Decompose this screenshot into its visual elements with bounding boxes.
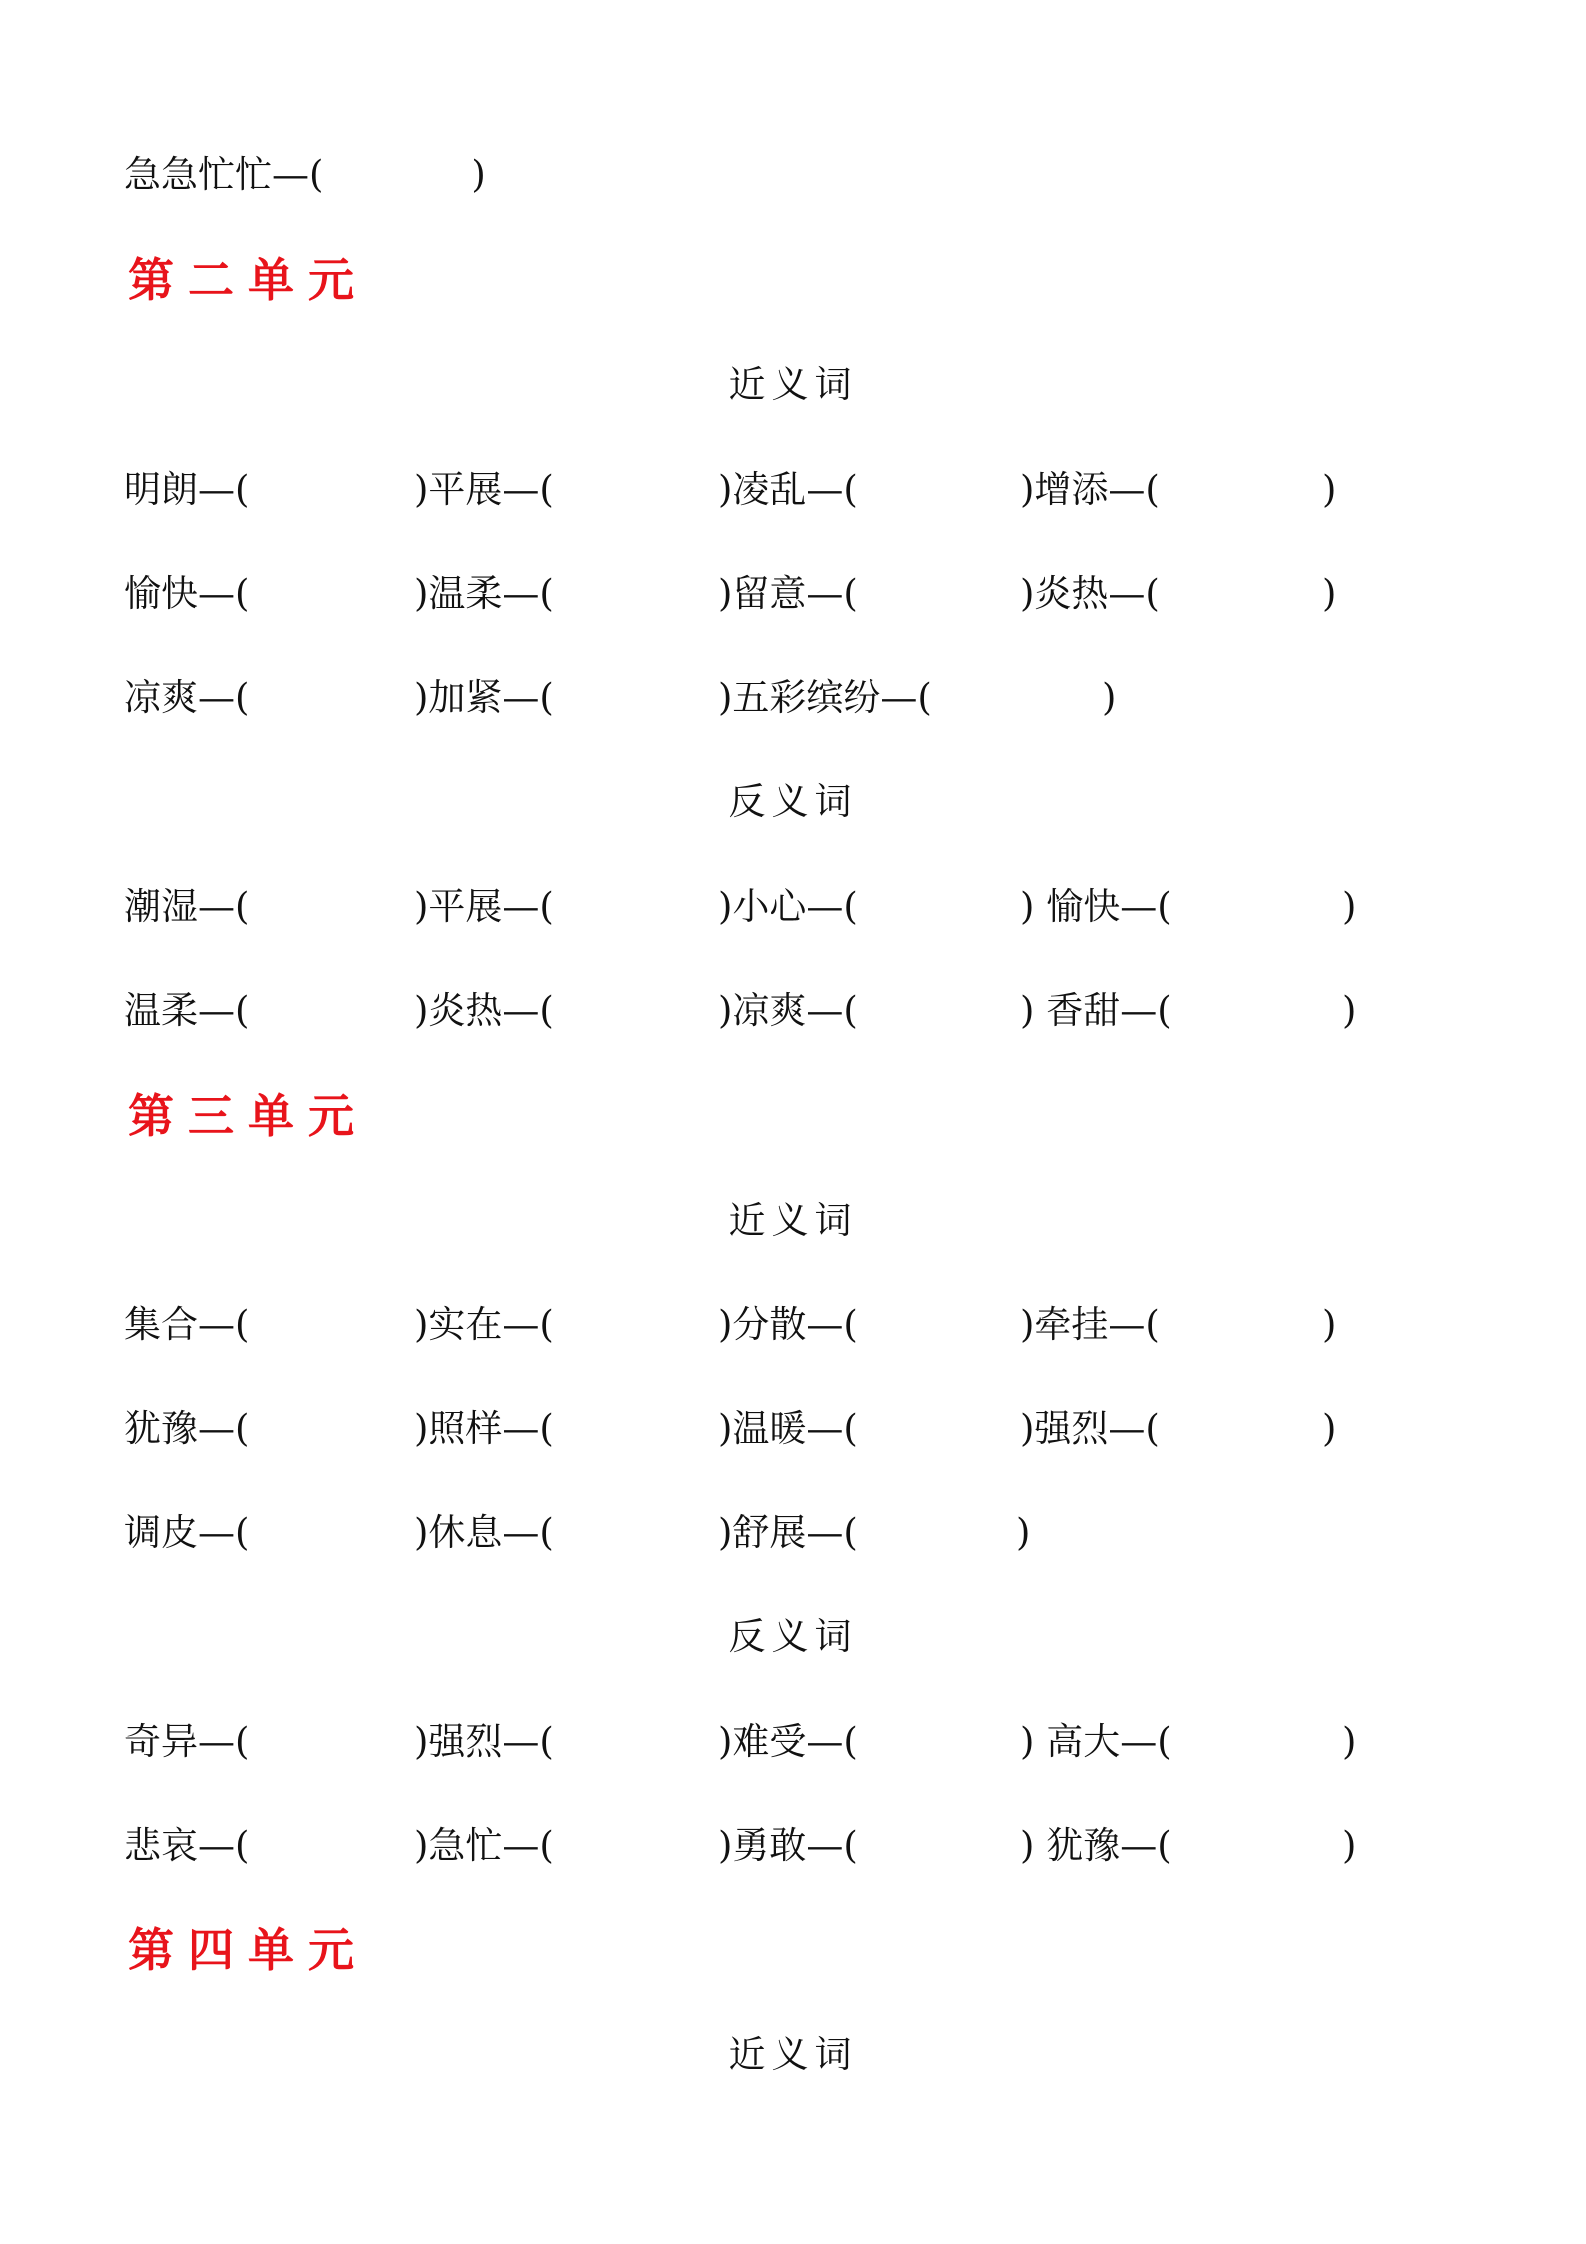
exercise-item: )五彩缤纷—( xyxy=(718,676,932,719)
unit3-ant-row-2 xyxy=(0,1821,1586,1871)
exercise-item: 悲哀—( xyxy=(124,1824,250,1867)
exercise-item: 犹豫—( xyxy=(124,1407,250,1450)
exercise-item: )实在—( xyxy=(414,1303,554,1346)
unit2-antonym-subtitle: 反义词 xyxy=(728,780,858,823)
unit2-ant-row-2 xyxy=(0,986,1586,1036)
exercise-item: )休息—( xyxy=(414,1511,554,1554)
unit3-syn-row-1 xyxy=(0,1300,1586,1350)
exercise-item: 温柔—( xyxy=(124,989,250,1032)
exercise-item: ) xyxy=(1322,468,1337,511)
exercise-item: )舒展—( xyxy=(718,1511,858,1554)
exercise-item: ) xyxy=(1342,1720,1357,1763)
exercise-item: ) xyxy=(1322,572,1337,615)
exercise-item: )强烈—( xyxy=(414,1720,554,1763)
intro-text: 急急忙忙—( ) xyxy=(124,153,486,196)
unit-title-3: 第三单元 xyxy=(128,1089,368,1143)
intro-line xyxy=(0,150,1586,200)
exercise-item: ) xyxy=(1016,1511,1031,1554)
exercise-item: )急忙—( xyxy=(414,1824,554,1867)
exercise-item: ) xyxy=(1342,885,1357,928)
exercise-item: 凉爽—( xyxy=(124,676,250,719)
exercise-item: ) xyxy=(1322,1407,1337,1450)
exercise-item: )凌乱—( xyxy=(718,468,858,511)
exercise-item: ) 香甜—( xyxy=(1020,989,1172,1032)
exercise-item: )分散—( xyxy=(718,1303,858,1346)
exercise-item: )小心—( xyxy=(718,885,858,928)
exercise-item: )炎热—( xyxy=(1020,572,1160,615)
exercise-item: ) xyxy=(1102,676,1117,719)
exercise-item: )加紧—( xyxy=(414,676,554,719)
exercise-item: ) 高大—( xyxy=(1020,1720,1172,1763)
unit2-ant-row-1 xyxy=(0,882,1586,932)
exercise-item: )牵挂—( xyxy=(1020,1303,1160,1346)
exercise-item: )温暖—( xyxy=(718,1407,858,1450)
unit2-synonym-subtitle: 近义词 xyxy=(728,363,858,406)
unit-title-2: 第二单元 xyxy=(128,253,368,307)
exercise-item: 愉快—( xyxy=(124,572,250,615)
exercise-item: )勇敢—( xyxy=(718,1824,858,1867)
exercise-item: )留意—( xyxy=(718,572,858,615)
exercise-item: )照样—( xyxy=(414,1407,554,1450)
exercise-item: )平展—( xyxy=(414,468,554,511)
exercise-item: )增添—( xyxy=(1020,468,1160,511)
exercise-item: )凉爽—( xyxy=(718,989,858,1032)
unit2-syn-row-3 xyxy=(0,673,1586,723)
exercise-item: )平展—( xyxy=(414,885,554,928)
exercise-item: 奇异—( xyxy=(124,1720,250,1763)
exercise-item: 潮湿—( xyxy=(124,885,250,928)
exercise-item: ) xyxy=(1342,989,1357,1032)
unit4-synonym-subtitle: 近义词 xyxy=(728,2033,858,2076)
unit3-syn-row-2 xyxy=(0,1404,1586,1454)
unit3-syn-row-3 xyxy=(0,1508,1586,1558)
unit2-syn-row-1 xyxy=(0,465,1586,515)
exercise-item: ) 犹豫—( xyxy=(1020,1824,1172,1867)
unit3-synonym-subtitle: 近义词 xyxy=(728,1199,858,1242)
exercise-item: ) xyxy=(1322,1303,1337,1346)
exercise-item: ) 愉快—( xyxy=(1020,885,1172,928)
unit2-syn-row-2 xyxy=(0,569,1586,619)
unit3-ant-row-1 xyxy=(0,1717,1586,1767)
unit3-antonym-subtitle: 反义词 xyxy=(728,1615,858,1658)
exercise-item: )温柔—( xyxy=(414,572,554,615)
exercise-item: )难受—( xyxy=(718,1720,858,1763)
exercise-item: )强烈—( xyxy=(1020,1407,1160,1450)
exercise-item: 集合—( xyxy=(124,1303,250,1346)
unit-title-4: 第四单元 xyxy=(128,1923,368,1977)
exercise-item: ) xyxy=(1342,1824,1357,1867)
exercise-item: 明朗—( xyxy=(124,468,250,511)
exercise-item: 调皮—( xyxy=(124,1511,250,1554)
exercise-item: )炎热—( xyxy=(414,989,554,1032)
